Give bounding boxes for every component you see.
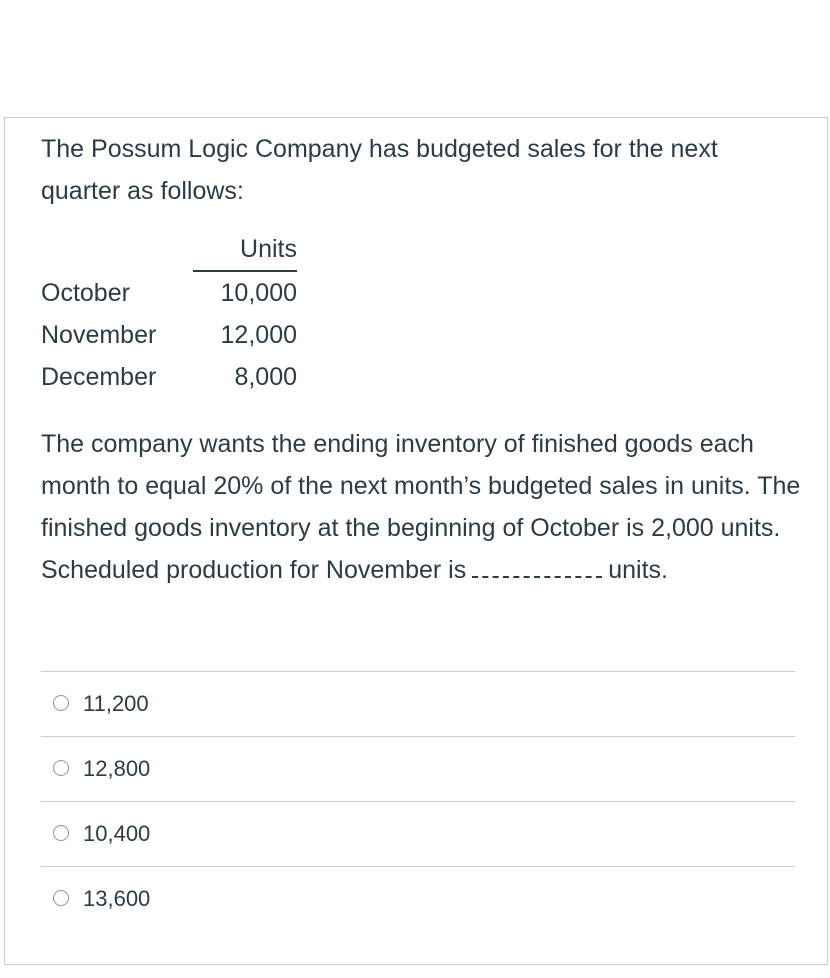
answer-option[interactable] xyxy=(41,801,795,866)
radio-button[interactable] xyxy=(53,890,69,906)
question-text-end: units. xyxy=(608,556,668,584)
answer-list xyxy=(41,671,795,931)
answer-option[interactable] xyxy=(41,671,795,736)
answer-label[interactable]: 13,600 xyxy=(83,886,151,911)
radio-button[interactable] xyxy=(53,825,69,841)
table-cell-month: December xyxy=(41,363,157,391)
answer-label[interactable]: 10,400 xyxy=(83,821,151,846)
table-cell-units: 10,000 xyxy=(220,279,297,307)
table-cell-units: 12,000 xyxy=(220,321,297,349)
table-cell-month: October xyxy=(41,279,130,307)
radio-button[interactable] xyxy=(53,695,69,711)
answer-option[interactable] xyxy=(41,866,795,931)
question-intro: The Possum Logic Company has budgeted sales for the next quarter as follows: xyxy=(41,135,718,205)
answer-label[interactable]: 12,800 xyxy=(83,756,151,781)
answer-label[interactable]: 11,200 xyxy=(83,691,149,716)
table-row xyxy=(41,356,301,398)
table-header-units: Units xyxy=(193,228,297,272)
table-row xyxy=(41,314,301,356)
answer-option[interactable] xyxy=(41,736,795,801)
table-cell-month: November xyxy=(41,321,157,349)
question-body xyxy=(41,423,801,591)
table-row xyxy=(41,272,301,314)
question-text: The company wants the ending inventory of finished goods each month to equal 20% of the next month’s budgeted sales in units. The finished goods inventory at the beginning of October is 2,000 units. Scheduled production for November is xyxy=(41,430,801,584)
question-card xyxy=(4,117,828,965)
answer-blank xyxy=(472,558,602,578)
radio-button[interactable] xyxy=(53,760,69,776)
table-cell-units: 8,000 xyxy=(234,363,297,391)
